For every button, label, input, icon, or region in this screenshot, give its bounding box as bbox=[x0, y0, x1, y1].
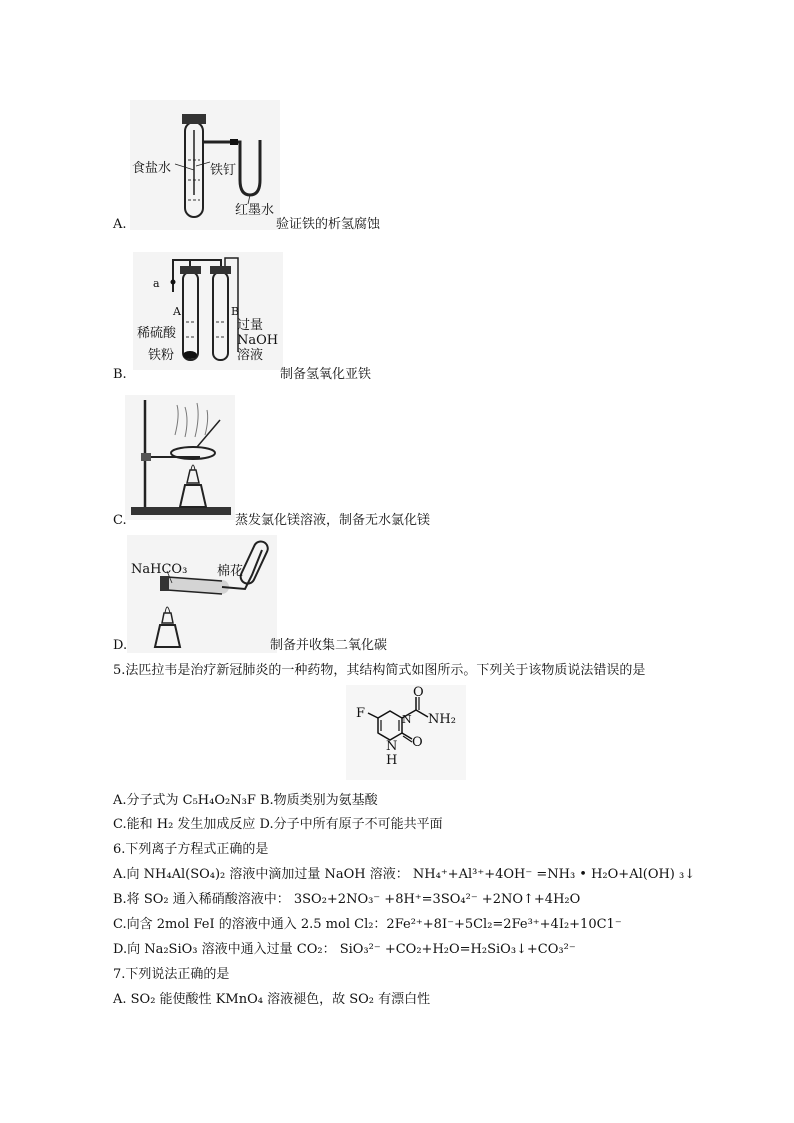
label-dilute-sulfuric-acid: 稀硫酸 bbox=[137, 326, 177, 341]
label-iron-powder: 铁粉 bbox=[148, 348, 175, 363]
figure-c-evaporation bbox=[125, 395, 235, 520]
option-b-letter: B. bbox=[113, 367, 127, 382]
q6-option-c: C.向含 2mol FeI 的溶液中通入 2.5 mol Cl₂：2Fe²⁺+8I⁻+5Cl₂=2Fe³⁺+4I₂+10C1⁻ bbox=[113, 917, 622, 932]
q5-structure-favipiravir bbox=[346, 685, 466, 780]
q6-stem: 6.下列离子方程式正确的是 bbox=[113, 842, 269, 857]
figure-a-iron-corrosion bbox=[130, 100, 280, 230]
option-d-caption: 制备并收集二氧化碳 bbox=[270, 638, 388, 653]
q5-stem: 5.法匹拉韦是治疗新冠肺炎的一种药物，其结构简式如图所示。下列关于该物质说法错误的是 bbox=[113, 663, 646, 678]
q7-stem: 7.下列说法正确的是 bbox=[113, 967, 230, 982]
struct-o-bottom: O bbox=[412, 735, 423, 750]
q5-options-cd: C.能和 H₂ 发生加成反应 D.分子中所有原子不可能共平面 bbox=[113, 817, 443, 832]
label-excess: 过量 bbox=[237, 318, 264, 333]
label-red-ink: 红墨水 bbox=[235, 203, 275, 218]
label-tube-b: B bbox=[231, 305, 240, 318]
q6-option-a: A.向 NH₄Al(SO₄)₂ 溶液中滴加过量 NaOH 溶液： NH₄⁺+Al³⁺+4OH⁻ =NH₃ • H₂O+Al(OH) ₃↓ bbox=[113, 867, 696, 882]
struct-nh2: NH₂ bbox=[428, 712, 456, 727]
q5-options-ab: A.分子式为 C₅H₄O₂N₃F B.物质类别为氨基酸 bbox=[113, 793, 378, 808]
label-cotton: 棉花 bbox=[217, 564, 244, 579]
label-naoh: NaOH bbox=[237, 333, 279, 348]
struct-f: F bbox=[356, 706, 366, 721]
struct-o-top: O bbox=[413, 685, 424, 700]
label-tube-a: A bbox=[173, 305, 181, 318]
label-valve-a: a bbox=[153, 277, 160, 290]
label-solution: 溶液 bbox=[237, 348, 264, 363]
q6-option-d: D.向 Na₂SiO₃ 溶液中通入过量 CO₂： SiO₃²⁻ +CO₂+H₂O=H₂SiO₃↓+CO₃²⁻ bbox=[113, 942, 576, 957]
label-nahco3: NaHCO₃ bbox=[131, 562, 188, 577]
struct-h: H bbox=[386, 753, 398, 768]
figure-b-ferrous-hydroxide bbox=[133, 252, 283, 370]
struct-n-lower: N bbox=[386, 739, 398, 754]
option-d-letter: D. bbox=[113, 638, 128, 653]
option-a-caption: 验证铁的析氢腐蚀 bbox=[276, 217, 381, 232]
struct-n-upper: N bbox=[402, 713, 412, 726]
q6-option-b: B.将 SO₂ 通入稀硝酸溶液中： 3SO₂+2NO₃⁻ +8H⁺=3SO₄²⁻ +2NO↑+4H₂O bbox=[113, 892, 581, 907]
option-a-letter: A. bbox=[113, 217, 127, 232]
option-c-caption: 蒸发氯化镁溶液，制备无水氯化镁 bbox=[235, 513, 431, 528]
option-b-caption: 制备氢氧化亚铁 bbox=[280, 367, 372, 382]
q7-option-a: A. SO₂ 能使酸性 KMnO₄ 溶液褪色，故 SO₂ 有漂白性 bbox=[113, 992, 431, 1007]
figure-d-co2-collection bbox=[127, 535, 277, 653]
label-salt-water: 食盐水 bbox=[132, 161, 172, 176]
option-c-letter: C. bbox=[113, 513, 127, 528]
label-iron-nail: 铁钉 bbox=[210, 163, 237, 178]
